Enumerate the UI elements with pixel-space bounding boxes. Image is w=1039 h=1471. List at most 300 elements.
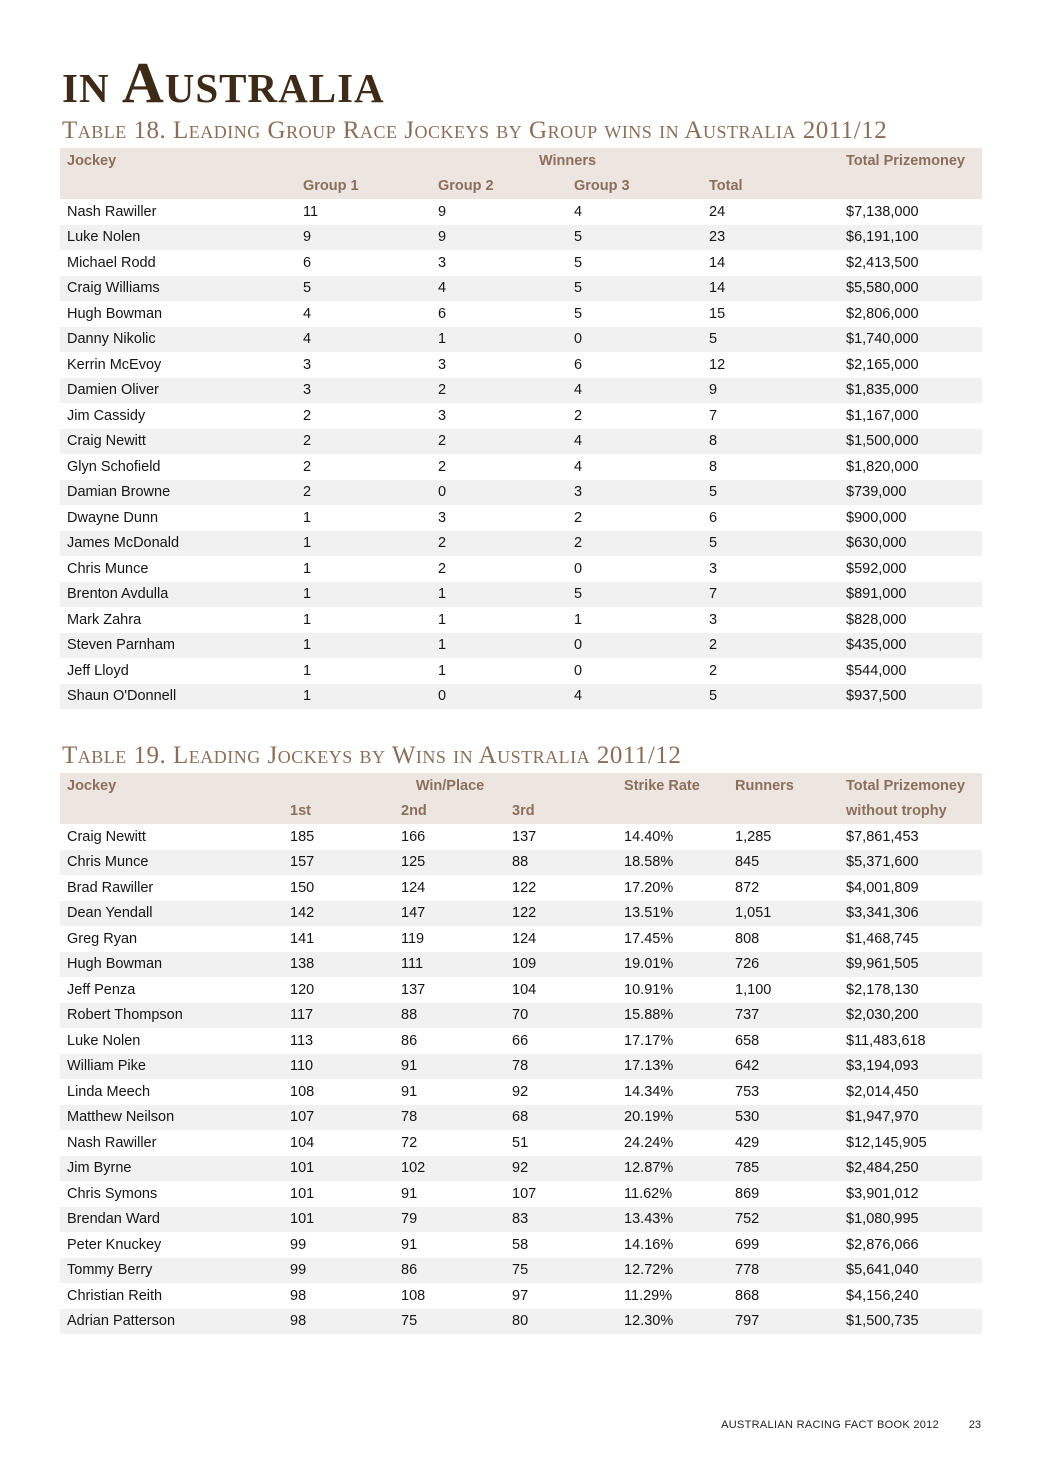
jockey-name-cell: Nash Rawiller (67, 1134, 157, 1151)
table-subheader-row (60, 174, 982, 200)
column-header-empty (60, 799, 283, 825)
table-cell: 18.58% (617, 850, 728, 876)
table-cell: 9 (438, 203, 447, 220)
jockey-name-cell: William Pike (60, 1054, 283, 1080)
table-cell: 166 (401, 828, 426, 845)
table-row (60, 1207, 982, 1233)
table-row (60, 276, 982, 302)
table-cell: 119 (401, 930, 425, 947)
table-cell: $891,000 (839, 582, 982, 608)
column-header-total-prizemoney: Total Prizemoney (839, 773, 982, 799)
column-group-header-win-place: Win/Place (283, 773, 617, 799)
table-row (60, 658, 982, 684)
table-cell: 92 (505, 1156, 617, 1182)
table-cell: $2,806,000 (846, 305, 919, 322)
table-cell: $12,145,905 (846, 1134, 927, 1151)
table-cell: 737 (728, 1003, 839, 1029)
table-cell: $1,820,000 (846, 458, 919, 475)
table-cell: 70 (505, 1003, 617, 1029)
table-row (60, 1258, 982, 1284)
table-cell: 0 (431, 480, 567, 506)
jockey-name-cell: Steven Parnham (60, 633, 296, 659)
table-cell: 530 (728, 1105, 839, 1131)
jockey-name-cell: Damian Browne (60, 480, 296, 506)
table-subheader-row (60, 799, 982, 825)
table-cell: 17.13% (617, 1054, 728, 1080)
table-cell: 86 (394, 1258, 505, 1284)
table-cell: 88 (505, 850, 617, 876)
table-cell: 868 (735, 1287, 760, 1304)
table-cell: 2 (438, 560, 447, 577)
jockey-name-cell: Mark Zahra (67, 611, 142, 628)
table-cell: 7 (702, 582, 839, 608)
table-cell: 0 (431, 684, 567, 710)
jockey-name-cell: Nash Rawiller (67, 203, 157, 220)
jockey-name-cell: Jeff Lloyd (67, 662, 129, 679)
table-cell: 0 (574, 560, 583, 577)
table-cell: $2,876,066 (846, 1236, 919, 1253)
jockey-name-cell: Shaun O'Donnell (60, 684, 296, 710)
table-cell: 58 (512, 1236, 529, 1253)
table-cell: 1 (303, 611, 312, 628)
table-cell: $1,468,745 (846, 930, 919, 947)
table-cell: 92 (512, 1083, 529, 1100)
jockey-name-cell: Glyn Schofield (67, 458, 161, 475)
table-cell: 19.01% (617, 952, 728, 978)
table-cell: 98 (283, 1309, 394, 1335)
table-cell: $2,030,200 (839, 1003, 982, 1029)
table-cell: 2 (303, 458, 312, 475)
table-cell: $3,341,306 (839, 901, 982, 927)
table-cell: 658 (735, 1032, 760, 1049)
table-row (60, 1079, 982, 1105)
table-cell: 110 (283, 1054, 394, 1080)
table-cell: 75 (505, 1258, 617, 1284)
table-cell: 0 (567, 633, 702, 659)
jockey-name-cell: Kerrin McEvoy (67, 356, 162, 373)
table-cell: 98 (290, 1287, 307, 1304)
column-header-empty (617, 799, 728, 825)
column-header-strike-rate: Strike Rate (617, 773, 728, 799)
table-cell: 4 (431, 276, 567, 302)
table-cell: 91 (401, 1185, 418, 1202)
table-cell: 6 (574, 356, 583, 373)
table-cell: 111 (394, 952, 505, 978)
table-cell: 72 (401, 1134, 418, 1151)
table-cell: 869 (735, 1185, 760, 1202)
table-row (60, 531, 982, 557)
column-header-jockey: Jockey (60, 148, 296, 174)
table-cell: $630,000 (839, 531, 982, 557)
table-cell: 1 (438, 662, 447, 679)
jockey-name-cell: Jim Cassidy (67, 407, 146, 424)
table-cell: 1,051 (728, 901, 839, 927)
table-cell: 17.17% (624, 1032, 674, 1049)
table-cell: 14 (702, 276, 839, 302)
page-title: in Australia (62, 50, 385, 115)
table-cell: 99 (283, 1258, 394, 1284)
table-cell: $2,165,000 (846, 356, 919, 373)
table-row (60, 1309, 982, 1335)
table-cell: 808 (735, 930, 760, 947)
table-cell: $1,740,000 (839, 327, 982, 353)
column-header-group-3: Group 3 (567, 174, 702, 200)
table-row (60, 1130, 982, 1156)
table-cell: 24.24% (624, 1134, 674, 1151)
table-cell: $435,000 (839, 633, 982, 659)
table-cell: $1,167,000 (846, 407, 919, 424)
table-row (60, 952, 982, 978)
table-cell: $4,156,240 (846, 1287, 919, 1304)
table-cell: 80 (505, 1309, 617, 1335)
table-cell: 8 (702, 429, 839, 455)
jockey-name-cell: Matthew Neilson (60, 1105, 283, 1131)
table-cell: 2 (702, 633, 839, 659)
table-cell: 1 (431, 582, 567, 608)
table-cell: 2 (431, 378, 567, 404)
column-header-2nd: 2nd (394, 799, 505, 825)
jockey-name-cell: Dwayne Dunn (67, 509, 159, 526)
table-cell: 4 (574, 458, 583, 475)
table-cell: 2 (296, 429, 431, 455)
table-cell: 4 (303, 305, 312, 322)
table-cell: $7,861,453 (846, 828, 919, 845)
table-19-caption: Table 19. Leading Jockeys by Wins in Australia 2011/12 (62, 742, 682, 769)
footer-publication-title: AUSTRALIAN RACING FACT BOOK 2012 (721, 1419, 939, 1431)
table-cell: $900,000 (846, 509, 907, 526)
table-cell: 138 (283, 952, 394, 978)
table-cell: 4 (574, 203, 583, 220)
table-cell: 124 (401, 879, 426, 896)
table-cell: 6 (709, 509, 718, 526)
table-cell: 12.72% (617, 1258, 728, 1284)
table-cell: 3 (567, 480, 702, 506)
footer-page-number: 23 (968, 1419, 981, 1431)
jockey-name-cell: Christian Reith (67, 1287, 163, 1304)
table-cell: 14.16% (624, 1236, 674, 1253)
table-row (60, 352, 982, 378)
table-cell: 785 (728, 1156, 839, 1182)
table-cell: 20.19% (617, 1105, 728, 1131)
table-cell: $9,961,505 (839, 952, 982, 978)
table-cell: 104 (512, 981, 537, 998)
table-cell: 726 (728, 952, 839, 978)
table-cell: 101 (283, 1207, 394, 1233)
table-cell: 11.29% (624, 1287, 673, 1304)
table-row (60, 1181, 982, 1207)
table-cell: 2 (431, 531, 567, 557)
table-cell: $937,500 (839, 684, 982, 710)
table-cell: 1 (296, 684, 431, 710)
table-row (60, 505, 982, 531)
table-cell: $4,001,809 (846, 879, 919, 896)
table-cell: 150 (290, 879, 315, 896)
table-cell: $592,000 (846, 560, 907, 577)
table-cell: 120 (290, 981, 315, 998)
table-cell: $5,371,600 (839, 850, 982, 876)
table-cell: 125 (394, 850, 505, 876)
table-cell: 872 (735, 879, 760, 896)
table-cell: 14.40% (624, 828, 674, 845)
table-cell: 17.45% (624, 930, 674, 947)
jockey-name-cell: Craig Newitt (67, 828, 146, 845)
table-cell: 66 (512, 1032, 529, 1049)
table-cell: 147 (394, 901, 505, 927)
table-cell: 91 (401, 1236, 418, 1253)
jockey-name-cell: Hugh Bowman (67, 305, 163, 322)
table-row (60, 824, 982, 850)
table-cell: 3 (303, 356, 312, 373)
jockey-name-cell: Brenton Avdulla (60, 582, 296, 608)
table-cell: 7 (709, 407, 718, 424)
table-cell: $7,138,000 (846, 203, 919, 220)
table-cell: 11.62% (624, 1185, 673, 1202)
table-cell: $544,000 (846, 662, 907, 679)
column-header-runners: Runners (728, 773, 839, 799)
table-row (60, 1054, 982, 1080)
column-header-empty (60, 174, 296, 200)
jockey-name-cell: Luke Nolen (60, 225, 296, 251)
table-cell: 3 (296, 378, 431, 404)
table-cell: 83 (505, 1207, 617, 1233)
table-18-body (60, 199, 982, 709)
jockey-name-cell: Michael Rodd (67, 254, 156, 271)
table-cell: 5 (702, 480, 839, 506)
table-cell: 1 (431, 327, 567, 353)
table-row (60, 225, 982, 251)
table-cell: 5 (702, 327, 839, 353)
table-cell: $2,178,130 (846, 981, 919, 998)
table-cell: 122 (512, 879, 537, 896)
jockey-name-cell: Peter Knuckey (67, 1236, 162, 1253)
table-cell: 185 (290, 828, 315, 845)
table-cell: 1,285 (735, 828, 772, 845)
table-cell: $1,947,970 (839, 1105, 982, 1131)
table-cell: 104 (290, 1134, 315, 1151)
table-cell: 78 (394, 1105, 505, 1131)
table-cell: 2 (709, 662, 718, 679)
table-cell: 642 (728, 1054, 839, 1080)
table-cell: 1 (296, 582, 431, 608)
table-cell: 101 (290, 1185, 315, 1202)
table-cell: 797 (728, 1309, 839, 1335)
jockey-name-cell: Dean Yendall (60, 901, 283, 927)
jockey-name-cell: Luke Nolen (67, 1032, 141, 1049)
table-cell: 1 (296, 531, 431, 557)
table-row (60, 378, 982, 404)
column-header-3rd: 3rd (505, 799, 617, 825)
table-cell: 1 (574, 611, 583, 628)
table-cell: 107 (283, 1105, 394, 1131)
table-cell: 6 (303, 254, 312, 271)
table-header-row (60, 773, 982, 799)
table-row (60, 875, 982, 901)
table-cell: 5 (702, 531, 839, 557)
table-cell: 24 (709, 203, 726, 220)
table-cell: 10.91% (624, 981, 674, 998)
table-cell: 107 (512, 1185, 537, 1202)
table-cell: 845 (728, 850, 839, 876)
table-cell: 91 (401, 1083, 418, 1100)
table-cell: 8 (709, 458, 718, 475)
table-cell: $1,500,735 (839, 1309, 982, 1335)
table-cell: 15 (709, 305, 726, 322)
table-row (60, 607, 982, 633)
table-cell: 102 (394, 1156, 505, 1182)
table-row (60, 901, 982, 927)
jockey-name-cell: Tommy Berry (60, 1258, 283, 1284)
table-18-caption: Table 18. Leading Group Race Jockeys by Group wins in Australia 2011/12 (62, 117, 888, 144)
table-cell: 137 (512, 828, 537, 845)
table-cell: 15.88% (617, 1003, 728, 1029)
table-cell: 113 (290, 1032, 314, 1049)
jockey-name-cell: Jeff Penza (67, 981, 136, 998)
table-row (60, 250, 982, 276)
table-cell: 429 (735, 1134, 760, 1151)
column-group-header-winners: Winners (296, 148, 839, 174)
table-row (60, 301, 982, 327)
table-cell: 14 (709, 254, 726, 271)
table-cell: 2 (296, 480, 431, 506)
jockey-name-cell: Robert Thompson (60, 1003, 283, 1029)
table-row (60, 1232, 982, 1258)
jockey-name-cell: Jim Byrne (60, 1156, 283, 1182)
table-cell: 0 (574, 662, 583, 679)
jockey-name-cell: Craig Williams (60, 276, 296, 302)
table-cell: 5 (567, 582, 702, 608)
table-cell: 157 (283, 850, 394, 876)
table-cell: 108 (401, 1287, 426, 1304)
jockey-name-cell: Brendan Ward (60, 1207, 283, 1233)
table-cell: 778 (728, 1258, 839, 1284)
table-cell: 5 (296, 276, 431, 302)
table-cell: $2,413,500 (846, 254, 919, 271)
table-cell: 3 (438, 254, 447, 271)
table-cell: $5,641,040 (839, 1258, 982, 1284)
table-cell: 86 (401, 1032, 418, 1049)
table-cell: 99 (290, 1236, 307, 1253)
table-cell: 137 (401, 981, 426, 998)
table-cell: 3 (709, 611, 718, 628)
table-cell: 142 (283, 901, 394, 927)
table-cell: 101 (283, 1156, 394, 1182)
table-row (60, 633, 982, 659)
table-row (60, 327, 982, 353)
jockey-name-cell: Brad Rawiller (67, 879, 154, 896)
table-cell: 108 (290, 1083, 315, 1100)
jockey-name-cell: Chris Symons (67, 1185, 158, 1202)
table-cell: 2 (431, 429, 567, 455)
table-cell: 122 (505, 901, 617, 927)
table-cell: 91 (394, 1054, 505, 1080)
table-cell: 2 (574, 407, 583, 424)
column-header-1st: 1st (283, 799, 394, 825)
table-cell: 752 (728, 1207, 839, 1233)
column-header-group-2: Group 2 (431, 174, 567, 200)
table-cell: 4 (567, 429, 702, 455)
table-19-body (60, 824, 982, 1334)
table-cell: 1 (303, 662, 312, 679)
table-cell: 117 (283, 1003, 394, 1029)
table-cell: 88 (394, 1003, 505, 1029)
table-cell: 11 (303, 203, 319, 220)
table-row (60, 429, 982, 455)
table-cell: 13.51% (617, 901, 728, 927)
table-cell: $6,191,100 (839, 225, 982, 251)
table-cell: 124 (512, 930, 537, 947)
jockey-name-cell: Adrian Patterson (60, 1309, 283, 1335)
table-cell: 75 (394, 1309, 505, 1335)
jockey-name-cell: Greg Ryan (67, 930, 138, 947)
table-cell: 14.34% (624, 1083, 674, 1100)
table-row (60, 582, 982, 608)
table-cell: 1 (296, 633, 431, 659)
table-cell: $1,500,000 (839, 429, 982, 455)
table-row (60, 454, 982, 480)
table-row (60, 850, 982, 876)
table-cell: $2,014,450 (846, 1083, 919, 1100)
table-cell: $1,835,000 (839, 378, 982, 404)
table-cell: 12 (709, 356, 726, 373)
table-row (60, 403, 982, 429)
table-cell: $828,000 (846, 611, 907, 628)
jockey-name-cell: Chris Munce (67, 560, 149, 577)
table-cell: $11,483,618 (846, 1032, 926, 1049)
jockey-name-cell: Chris Munce (60, 850, 283, 876)
table-cell: 5 (567, 225, 702, 251)
column-header-group-1: Group 1 (296, 174, 431, 200)
jockey-name-cell: James McDonald (60, 531, 296, 557)
column-header-empty (839, 174, 982, 200)
table-cell: 79 (394, 1207, 505, 1233)
jockey-name-cell: Danny Nikolic (60, 327, 296, 353)
table-cell: $3,901,012 (846, 1185, 919, 1202)
table-cell: 0 (567, 327, 702, 353)
table-cell: $2,484,250 (839, 1156, 982, 1182)
table-cell: 9 (431, 225, 567, 251)
table-cell: 12.30% (617, 1309, 728, 1335)
table-row (60, 1028, 982, 1054)
table-19-jockeys-by-wins (60, 773, 982, 1334)
table-cell: 3 (438, 356, 447, 373)
table-cell: 141 (290, 930, 315, 947)
table-row (60, 556, 982, 582)
table-cell: 4 (567, 684, 702, 710)
table-cell: 1 (303, 509, 312, 526)
table-row (60, 1156, 982, 1182)
table-cell: 753 (735, 1083, 760, 1100)
column-header-empty (728, 799, 839, 825)
column-header-total: Total (702, 174, 839, 200)
table-cell: 68 (505, 1105, 617, 1131)
table-cell: 1 (438, 611, 447, 628)
table-cell: 4 (296, 327, 431, 353)
table-cell: 109 (505, 952, 617, 978)
table-cell: 2 (567, 531, 702, 557)
column-header-jockey: Jockey (60, 773, 283, 799)
table-cell: 5 (702, 684, 839, 710)
jockey-name-cell: Linda Meech (67, 1083, 151, 1100)
table-cell: $3,194,093 (839, 1054, 982, 1080)
table-cell: 6 (438, 305, 447, 322)
table-row (60, 926, 982, 952)
table-cell: 23 (702, 225, 839, 251)
table-header-row (60, 148, 982, 174)
table-row (60, 977, 982, 1003)
table-row (60, 1283, 982, 1309)
table-cell: 5 (574, 305, 583, 322)
table-cell: 5 (567, 276, 702, 302)
